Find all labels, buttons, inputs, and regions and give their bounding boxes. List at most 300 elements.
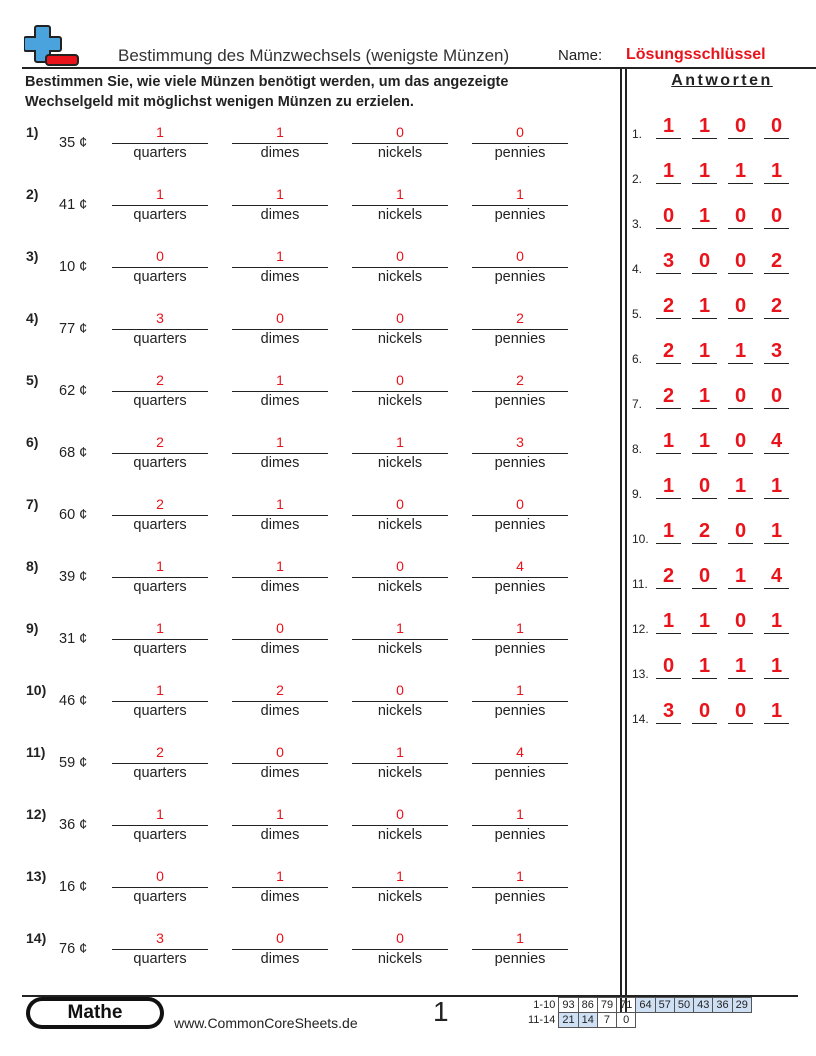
answer-key-number: 11.: [632, 577, 648, 591]
answer-key-number: 6.: [632, 352, 643, 366]
unit-label: nickels: [377, 517, 423, 533]
problem-amount: 60 ¢: [59, 507, 88, 523]
answer-value: 1: [232, 124, 328, 144]
unit-label: pennies: [494, 703, 546, 719]
unit-label: dimes: [260, 703, 300, 719]
answer-value: 1: [232, 806, 328, 826]
answer-key-value: 0: [728, 114, 753, 139]
problem-number: 11): [26, 744, 46, 760]
answer-slot-nickels: [352, 310, 448, 349]
answer-slot-nickels: [352, 806, 448, 845]
answer-value: 0: [352, 558, 448, 578]
answer-key-row: [628, 429, 808, 469]
problem-number: 6): [26, 434, 39, 450]
score-cell: 71: [617, 998, 636, 1013]
answer-key-number: 14.: [632, 712, 649, 726]
unit-label: nickels: [377, 703, 423, 719]
answer-key-value: 1: [728, 339, 753, 364]
column-divider-right: [625, 67, 627, 1012]
answer-value: 1: [352, 868, 448, 888]
answer-key-value: 1: [692, 204, 717, 229]
score-cell: 64: [636, 998, 655, 1013]
answer-slot-nickels: [352, 434, 448, 473]
score-cell: 43: [694, 998, 713, 1013]
answer-key-row: [628, 699, 808, 739]
answer-slot-pennies: [472, 434, 568, 473]
answer-value: 3: [112, 930, 208, 950]
answer-key-value: 2: [764, 249, 789, 274]
unit-label: quarters: [133, 207, 187, 223]
answer-value: 0: [352, 930, 448, 950]
answer-value: 1: [112, 124, 208, 144]
answer-key-value: 0: [728, 429, 753, 454]
unit-label: nickels: [377, 269, 423, 285]
answer-slot-dimes: [232, 806, 328, 845]
score-cell: 50: [674, 998, 693, 1013]
answer-value: 0: [472, 496, 568, 516]
answer-slot-pennies: [472, 558, 568, 597]
problem-amount: 31 ¢: [59, 631, 88, 647]
answer-key-value: 1: [728, 654, 753, 679]
answer-slot-dimes: [232, 372, 328, 411]
score-cell: 21: [559, 1013, 578, 1028]
unit-label: dimes: [260, 331, 300, 347]
answer-slot-nickels: [352, 248, 448, 287]
problem-amount: 77 ¢: [59, 321, 88, 337]
answer-key-title: Antworten: [671, 72, 773, 89]
answer-slot-pennies: [472, 744, 568, 783]
unit-label: quarters: [133, 951, 187, 967]
answer-value: 2: [472, 372, 568, 392]
unit-label: nickels: [377, 641, 423, 657]
problem-number: 9): [26, 620, 39, 636]
unit-label: dimes: [260, 579, 300, 595]
subject-badge-label: Mathe: [30, 1001, 160, 1025]
answer-key-row: [628, 249, 808, 289]
problem-row: [0, 310, 610, 370]
unit-label: dimes: [260, 207, 300, 223]
column-divider-left: [620, 67, 622, 1012]
answer-value: 4: [472, 558, 568, 578]
answer-value: 0: [232, 310, 328, 330]
answer-value: 2: [112, 744, 208, 764]
answer-key-value: 0: [764, 384, 789, 409]
answer-slot-quarters: [112, 620, 208, 659]
answer-value: 1: [232, 496, 328, 516]
problem-row: [0, 930, 610, 990]
answer-slot-pennies: [472, 310, 568, 349]
answer-slot-quarters: [112, 186, 208, 225]
answer-key-number: 3.: [632, 217, 643, 231]
answer-key-row: [628, 159, 808, 199]
answer-value: 1: [472, 186, 568, 206]
unit-label: nickels: [377, 393, 423, 409]
unit-label: quarters: [133, 765, 187, 781]
answer-key-value: 3: [764, 339, 789, 364]
answer-value: 1: [232, 868, 328, 888]
answer-key-value: 1: [692, 114, 717, 139]
answer-slot-quarters: [112, 310, 208, 349]
unit-label: pennies: [494, 765, 546, 781]
answer-key-value: 4: [764, 429, 789, 454]
unit-label: pennies: [494, 827, 546, 843]
page-title: Bestimmung des Münzwechsels (wenigste Münzen): [118, 46, 510, 65]
answer-key-row: [628, 654, 808, 694]
answer-key-value: 2: [764, 294, 789, 319]
problem-number: 14): [26, 930, 47, 946]
answer-slot-quarters: [112, 558, 208, 597]
answer-key-value: 1: [764, 519, 789, 544]
answer-slot-quarters: [112, 930, 208, 969]
answer-key-value: 2: [656, 294, 681, 319]
unit-label: pennies: [494, 331, 546, 347]
answer-key-number: 13.: [632, 667, 649, 681]
answer-key-value: 1: [764, 474, 789, 499]
answer-slot-quarters: [112, 496, 208, 535]
answer-key-row: [628, 114, 808, 154]
answer-value: 1: [472, 620, 568, 640]
answer-key-value: 2: [692, 519, 717, 544]
answer-slot-quarters: [112, 682, 208, 721]
unit-label: dimes: [260, 827, 300, 843]
answer-key-row: [628, 474, 808, 514]
answer-value: 1: [352, 434, 448, 454]
problem-amount: 36 ¢: [59, 817, 88, 833]
answer-key-value: 1: [656, 519, 681, 544]
answer-slot-quarters: [112, 248, 208, 287]
answer-slot-dimes: [232, 124, 328, 163]
answer-slot-pennies: [472, 496, 568, 535]
unit-label: nickels: [377, 889, 423, 905]
answer-key-row: [628, 609, 808, 649]
name-label: Name:: [558, 47, 603, 64]
score-cell: 7: [597, 1013, 616, 1028]
answer-key-value: 0: [728, 249, 753, 274]
score-row-label: 11-14: [528, 1014, 556, 1026]
answer-slot-dimes: [232, 682, 328, 721]
answer-slot-nickels: [352, 124, 448, 163]
answer-value: 1: [112, 620, 208, 640]
score-table: [528, 997, 752, 1028]
problem-number: 10): [26, 682, 47, 698]
answer-key-value: 1: [728, 159, 753, 184]
unit-label: nickels: [377, 951, 423, 967]
answer-key-value: 0: [728, 294, 753, 319]
unit-label: dimes: [260, 889, 300, 905]
answer-key-value: 3: [656, 249, 681, 274]
unit-label: nickels: [377, 455, 423, 471]
answer-slot-pennies: [472, 124, 568, 163]
answer-slot-nickels: [352, 372, 448, 411]
answer-key-number: 12.: [632, 622, 649, 636]
answer-value: 1: [352, 186, 448, 206]
problem-number: 7): [26, 496, 39, 512]
unit-label: pennies: [494, 145, 546, 161]
answer-key-value: 0: [728, 204, 753, 229]
answer-slot-dimes: [232, 496, 328, 535]
problem-row: [0, 434, 610, 494]
answer-key-value: 0: [728, 699, 753, 724]
unit-label: quarters: [133, 331, 187, 347]
problem-amount: 59 ¢: [59, 755, 88, 771]
unit-label: nickels: [377, 145, 423, 161]
answer-value: 1: [232, 434, 328, 454]
unit-label: nickels: [377, 331, 423, 347]
answer-value: 0: [352, 372, 448, 392]
problem-number: 12): [26, 806, 47, 822]
unit-label: quarters: [133, 703, 187, 719]
problem-number: 13): [26, 868, 47, 884]
answer-key-value: 0: [692, 249, 717, 274]
unit-label: pennies: [494, 889, 546, 905]
unit-label: quarters: [133, 641, 187, 657]
problem-amount: 16 ¢: [59, 879, 88, 895]
answer-value: 3: [472, 434, 568, 454]
answer-key-value: 1: [764, 159, 789, 184]
answer-key-value: 1: [692, 294, 717, 319]
answer-key-value: 1: [692, 654, 717, 679]
answer-slot-pennies: [472, 372, 568, 411]
problem-number: 5): [26, 372, 39, 388]
unit-label: pennies: [494, 393, 546, 409]
answer-key-number: 2.: [632, 172, 643, 186]
answer-slot-pennies: [472, 806, 568, 845]
answer-value: 2: [232, 682, 328, 702]
unit-label: nickels: [377, 827, 423, 843]
unit-label: quarters: [133, 393, 187, 409]
subject-badge: [26, 997, 164, 1029]
answer-value: 0: [112, 248, 208, 268]
answer-slot-dimes: [232, 868, 328, 907]
unit-label: pennies: [494, 951, 546, 967]
answer-value: 0: [352, 806, 448, 826]
answer-key-value: 2: [656, 339, 681, 364]
answer-key-label: Lösungsschlüssel: [626, 46, 766, 63]
unit-label: pennies: [494, 207, 546, 223]
answer-slot-nickels: [352, 558, 448, 597]
unit-label: quarters: [133, 145, 187, 161]
plus-minus-icon: [24, 22, 80, 68]
problem-row: [0, 868, 610, 928]
answer-key-value: 0: [692, 564, 717, 589]
unit-label: quarters: [133, 517, 187, 533]
answer-key-value: 1: [692, 159, 717, 184]
answer-value: 2: [472, 310, 568, 330]
score-cell: 57: [655, 998, 674, 1013]
answer-slot-quarters: [112, 744, 208, 783]
answer-key-number: 10.: [632, 532, 649, 546]
unit-label: dimes: [260, 951, 300, 967]
answer-slot-dimes: [232, 310, 328, 349]
score-row: [528, 998, 751, 1013]
answer-value: 1: [232, 186, 328, 206]
answer-slot-pennies: [472, 930, 568, 969]
answer-key-row: [628, 564, 808, 604]
problem-amount: 35 ¢: [59, 135, 88, 151]
unit-label: quarters: [133, 579, 187, 595]
answer-key-value: 2: [656, 564, 681, 589]
problem-row: [0, 806, 610, 866]
answer-key-value: 1: [728, 474, 753, 499]
unit-label: pennies: [494, 269, 546, 285]
answer-key-value: 1: [692, 384, 717, 409]
answer-slot-pennies: [472, 248, 568, 287]
answer-value: 0: [232, 620, 328, 640]
score-cell: 14: [578, 1013, 597, 1028]
answer-slot-pennies: [472, 186, 568, 225]
score-row-label: 1-10: [533, 999, 556, 1011]
answer-key-value: 0: [764, 114, 789, 139]
answer-slot-dimes: [232, 558, 328, 597]
unit-label: dimes: [260, 455, 300, 471]
answer-slot-dimes: [232, 248, 328, 287]
unit-label: dimes: [260, 145, 300, 161]
answer-slot-quarters: [112, 868, 208, 907]
answer-value: 1: [112, 558, 208, 578]
answer-key-value: 1: [692, 429, 717, 454]
answer-key-value: 1: [764, 609, 789, 634]
answer-key-value: 0: [656, 204, 681, 229]
problem-amount: 41 ¢: [59, 197, 88, 213]
answer-value: 4: [472, 744, 568, 764]
problem-amount: 62 ¢: [59, 383, 88, 399]
answer-key-row: [628, 339, 808, 379]
answer-value: 1: [232, 248, 328, 268]
unit-label: quarters: [133, 827, 187, 843]
answer-value: 1: [472, 930, 568, 950]
answer-key-value: 1: [656, 474, 681, 499]
problem-amount: 39 ¢: [59, 569, 88, 585]
page-number: 1: [433, 996, 449, 1027]
answer-value: 0: [352, 496, 448, 516]
problem-amount: 76 ¢: [59, 941, 88, 957]
answer-value: 1: [472, 682, 568, 702]
score-cell: 36: [713, 998, 732, 1013]
unit-label: dimes: [260, 269, 300, 285]
unit-label: dimes: [260, 393, 300, 409]
answer-value: 0: [352, 248, 448, 268]
problem-amount: 68 ¢: [59, 445, 88, 461]
unit-label: nickels: [377, 765, 423, 781]
problem-row: [0, 124, 610, 184]
problem-row: [0, 372, 610, 432]
problem-row: [0, 558, 610, 618]
problem-number: 4): [26, 310, 39, 326]
answer-key-value: 0: [728, 609, 753, 634]
website-link: www.CommonCoreSheets.de: [174, 1015, 358, 1031]
answer-key-row: [628, 204, 808, 244]
problem-row: [0, 186, 610, 246]
unit-label: pennies: [494, 579, 546, 595]
answer-slot-quarters: [112, 372, 208, 411]
answer-value: 2: [112, 372, 208, 392]
answer-slot-nickels: [352, 868, 448, 907]
answer-slot-nickels: [352, 744, 448, 783]
answer-value: 1: [112, 682, 208, 702]
answer-key-value: 1: [656, 114, 681, 139]
answer-slot-dimes: [232, 930, 328, 969]
score-cell: 86: [578, 998, 597, 1013]
unit-label: dimes: [260, 517, 300, 533]
score-row: [528, 1013, 751, 1028]
answer-value: 0: [352, 682, 448, 702]
answer-value: 1: [472, 868, 568, 888]
answer-slot-pennies: [472, 682, 568, 721]
unit-label: pennies: [494, 455, 546, 471]
answer-slot-nickels: [352, 682, 448, 721]
problem-row: [0, 744, 610, 804]
answer-key-value: 0: [692, 474, 717, 499]
problem-row: [0, 682, 610, 742]
unit-label: quarters: [133, 269, 187, 285]
score-cell: 93: [559, 998, 578, 1013]
answer-key-number: 8.: [632, 442, 643, 456]
answer-key-number: 9.: [632, 487, 643, 501]
header-rule: [22, 67, 816, 69]
problem-number: 2): [26, 186, 39, 202]
answer-key-value: 1: [656, 609, 681, 634]
unit-label: nickels: [377, 579, 423, 595]
answer-key-value: 0: [728, 519, 753, 544]
answer-key-value: 1: [692, 609, 717, 634]
answer-key-value: 3: [656, 699, 681, 724]
answer-key-value: 0: [728, 384, 753, 409]
answer-key-value: 1: [764, 699, 789, 724]
problem-amount: 10 ¢: [59, 259, 88, 275]
answer-slot-nickels: [352, 496, 448, 535]
answer-key-value: 0: [692, 699, 717, 724]
answer-key-value: 1: [764, 654, 789, 679]
answer-value: 1: [472, 806, 568, 826]
score-cell: 29: [732, 998, 751, 1013]
answer-key-value: 1: [656, 429, 681, 454]
answer-value: 1: [232, 558, 328, 578]
answer-value: 1: [352, 744, 448, 764]
instructions: Bestimmen Sie, wie viele Münzen benötigt werden, um das angezeigte Wechselgeld mit möglichst wenigen Münzen zu erzielen.: [25, 74, 509, 110]
answer-value: 3: [112, 310, 208, 330]
problem-row: [0, 496, 610, 556]
answer-value: 2: [112, 434, 208, 454]
answer-key-value: 1: [728, 564, 753, 589]
answer-key-number: 1.: [632, 127, 643, 141]
answer-slot-dimes: [232, 434, 328, 473]
answer-slot-nickels: [352, 930, 448, 969]
answer-slot-pennies: [472, 620, 568, 659]
unit-label: quarters: [133, 455, 187, 471]
answer-key-value: 2: [656, 384, 681, 409]
answer-key-number: 5.: [632, 307, 643, 321]
answer-key-number: 4.: [632, 262, 643, 276]
answer-value: 0: [352, 124, 448, 144]
answer-value: 1: [232, 372, 328, 392]
unit-label: quarters: [133, 889, 187, 905]
answer-key-value: 4: [764, 564, 789, 589]
answer-key-value: 1: [656, 159, 681, 184]
problem-number: 8): [26, 558, 39, 574]
answer-value: 0: [112, 868, 208, 888]
answer-slot-nickels: [352, 186, 448, 225]
answer-value: 0: [352, 310, 448, 330]
answer-key-value: 0: [656, 654, 681, 679]
answer-value: 0: [232, 930, 328, 950]
answer-value: 1: [352, 620, 448, 640]
answer-key-row: [628, 519, 808, 559]
answer-key-value: 1: [692, 339, 717, 364]
unit-label: pennies: [494, 517, 546, 533]
problem-number: 3): [26, 248, 39, 264]
score-cell: 79: [597, 998, 616, 1013]
answer-slot-quarters: [112, 124, 208, 163]
